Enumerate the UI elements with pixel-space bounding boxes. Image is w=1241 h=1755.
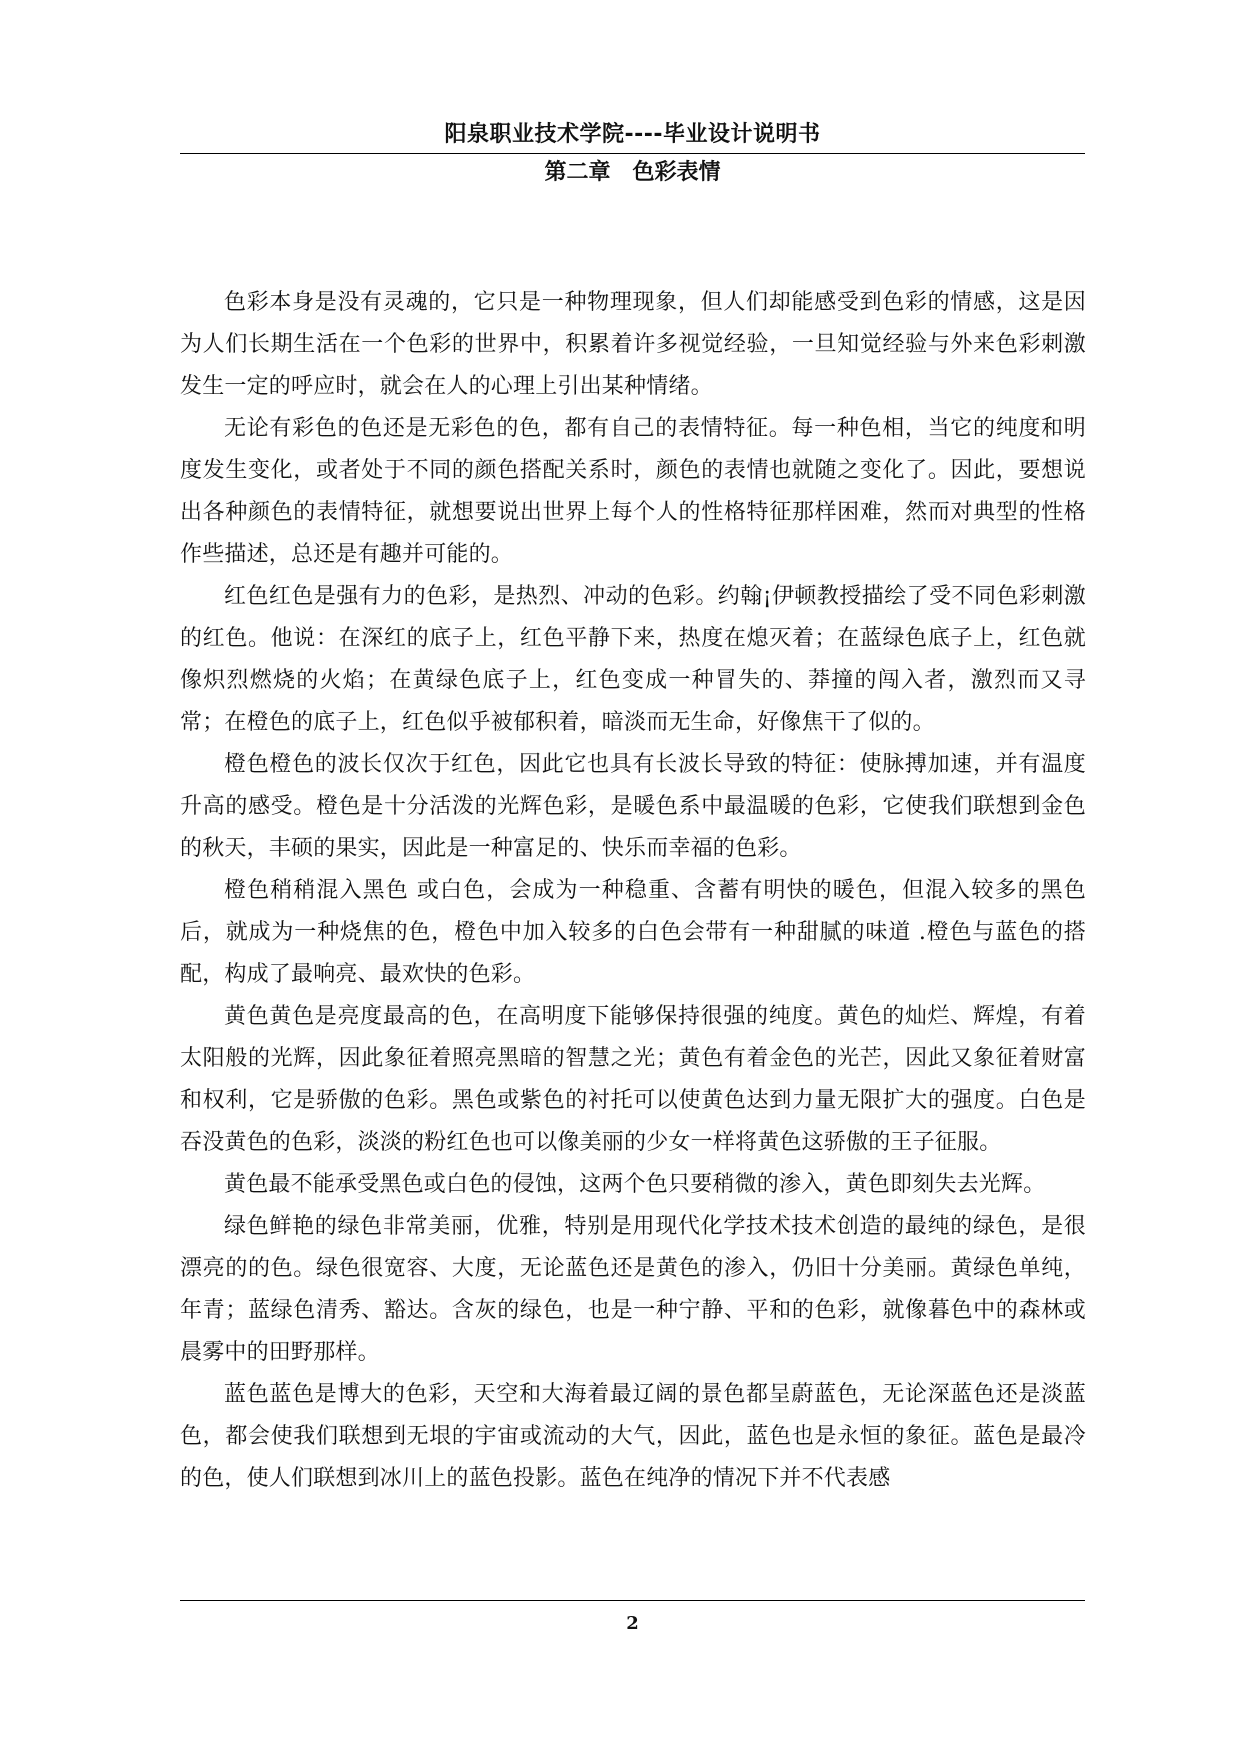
document-header-title: 阳泉职业技术学院----毕业设计说明书 (444, 122, 821, 147)
paragraph: 橙色橙色的波长仅次于红色，因此它也具有长波长导致的特征：使脉搏加速，并有温度升高的感受。橙色是十分活泼的光辉色彩，是暖色系中最温暖的色彩，它使我们联想到金色的秋天，丰硕的果实，因此是一种富足的、快乐而幸福的色彩。 (180, 752, 1086, 861)
paragraph: 黄色最不能承受黑色或白色的侵蚀，这两个色只要稍微的渗入，黄色即刻失去光辉。 (224, 1172, 1046, 1197)
header-divider (180, 153, 1085, 154)
chapter-title: 第二章 色彩表情 (544, 160, 721, 185)
paragraph: 黄色黄色是亮度最高的色，在高明度下能够保持很强的纯度。黄色的灿烂、辉煌，有着太阳般的光辉，因此象征着照亮黑暗的智慧之光；黄色有着金色的光芒，因此又象征着财富和权利，它是骄傲的色彩。黑色或紫色的衬托可以使黄色达到力量无限扩大的强度。白色是吞没黄色的色彩，淡淡的粉红色也可以像美丽的少女一样将黄色这骄傲的王子征服。 (180, 1004, 1086, 1155)
page-number: 2 (626, 1613, 639, 1634)
body-text (180, 282, 1086, 1500)
paragraph: 无论有彩色的色还是无彩色的色，都有自己的表情特征。每一种色相，当它的纯度和明度发生变化，或者处于不同的颜色搭配关系时，颜色的表情也就随之变化了。因此，要想说出各种颜色的表情特征，就想要说出世界上每个人的性格特征那样困难，然而对典型的性格作些描述，总还是有趣并可能的。 (180, 416, 1086, 567)
paragraph: 色彩本身是没有灵魂的，它只是一种物理现象，但人们却能感受到色彩的情感，这是因为人们长期生活在一个色彩的世界中，积累着许多视觉经验，一旦知觉经验与外来色彩刺激发生一定的呼应时，就会在人的心理上引出某种情绪。 (180, 290, 1086, 399)
paragraph: 绿色鲜艳的绿色非常美丽，优雅，特别是用现代化学技术技术创造的最纯的绿色，是很漂亮的的色。绿色很宽容、大度，无论蓝色还是黄色的渗入，仍旧十分美丽。黄绿色单纯，年青；蓝绿色清秀、豁达。含灰的绿色，也是一种宁静、平和的色彩，就像暮色中的森林或晨雾中的田野那样。 (180, 1214, 1086, 1365)
paragraph: 红色红色是强有力的色彩，是热烈、冲动的色彩。约翰¡伊顿教授描绘了受不同色彩刺激的红色。他说：在深红的底子上，红色平静下来，热度在熄灭着；在蓝绿色底子上，红色就像炽烈燃烧的火焰；在黄绿色底子上，红色变成一种冒失的、莽撞的闯入者，激烈而又寻常；在橙色的底子上，红色似乎被郁积着，暗淡而无生命，好像焦干了似的。 (180, 584, 1086, 735)
paragraph: 蓝色蓝色是博大的色彩，天空和大海着最辽阔的景色都呈蔚蓝色，无论深蓝色还是淡蓝色，都会使我们联想到无垠的宇宙或流动的大气，因此，蓝色也是永恒的象征。蓝色是最冷的色，使人们联想到冰川上的蓝色投影。蓝色在纯净的情况下并不代表感 (180, 1382, 1086, 1491)
paragraph: 橙色稍稍混入黑色 或白色，会成为一种稳重、含蓄有明快的暖色，但混入较多的黑色后，就成为一种烧焦的色，橙色中加入较多的白色会带有一种甜腻的味道 .橙色与蓝色的搭配，构成了最响亮、最欢快的色彩。 (180, 878, 1086, 987)
footer-divider (180, 1600, 1085, 1601)
